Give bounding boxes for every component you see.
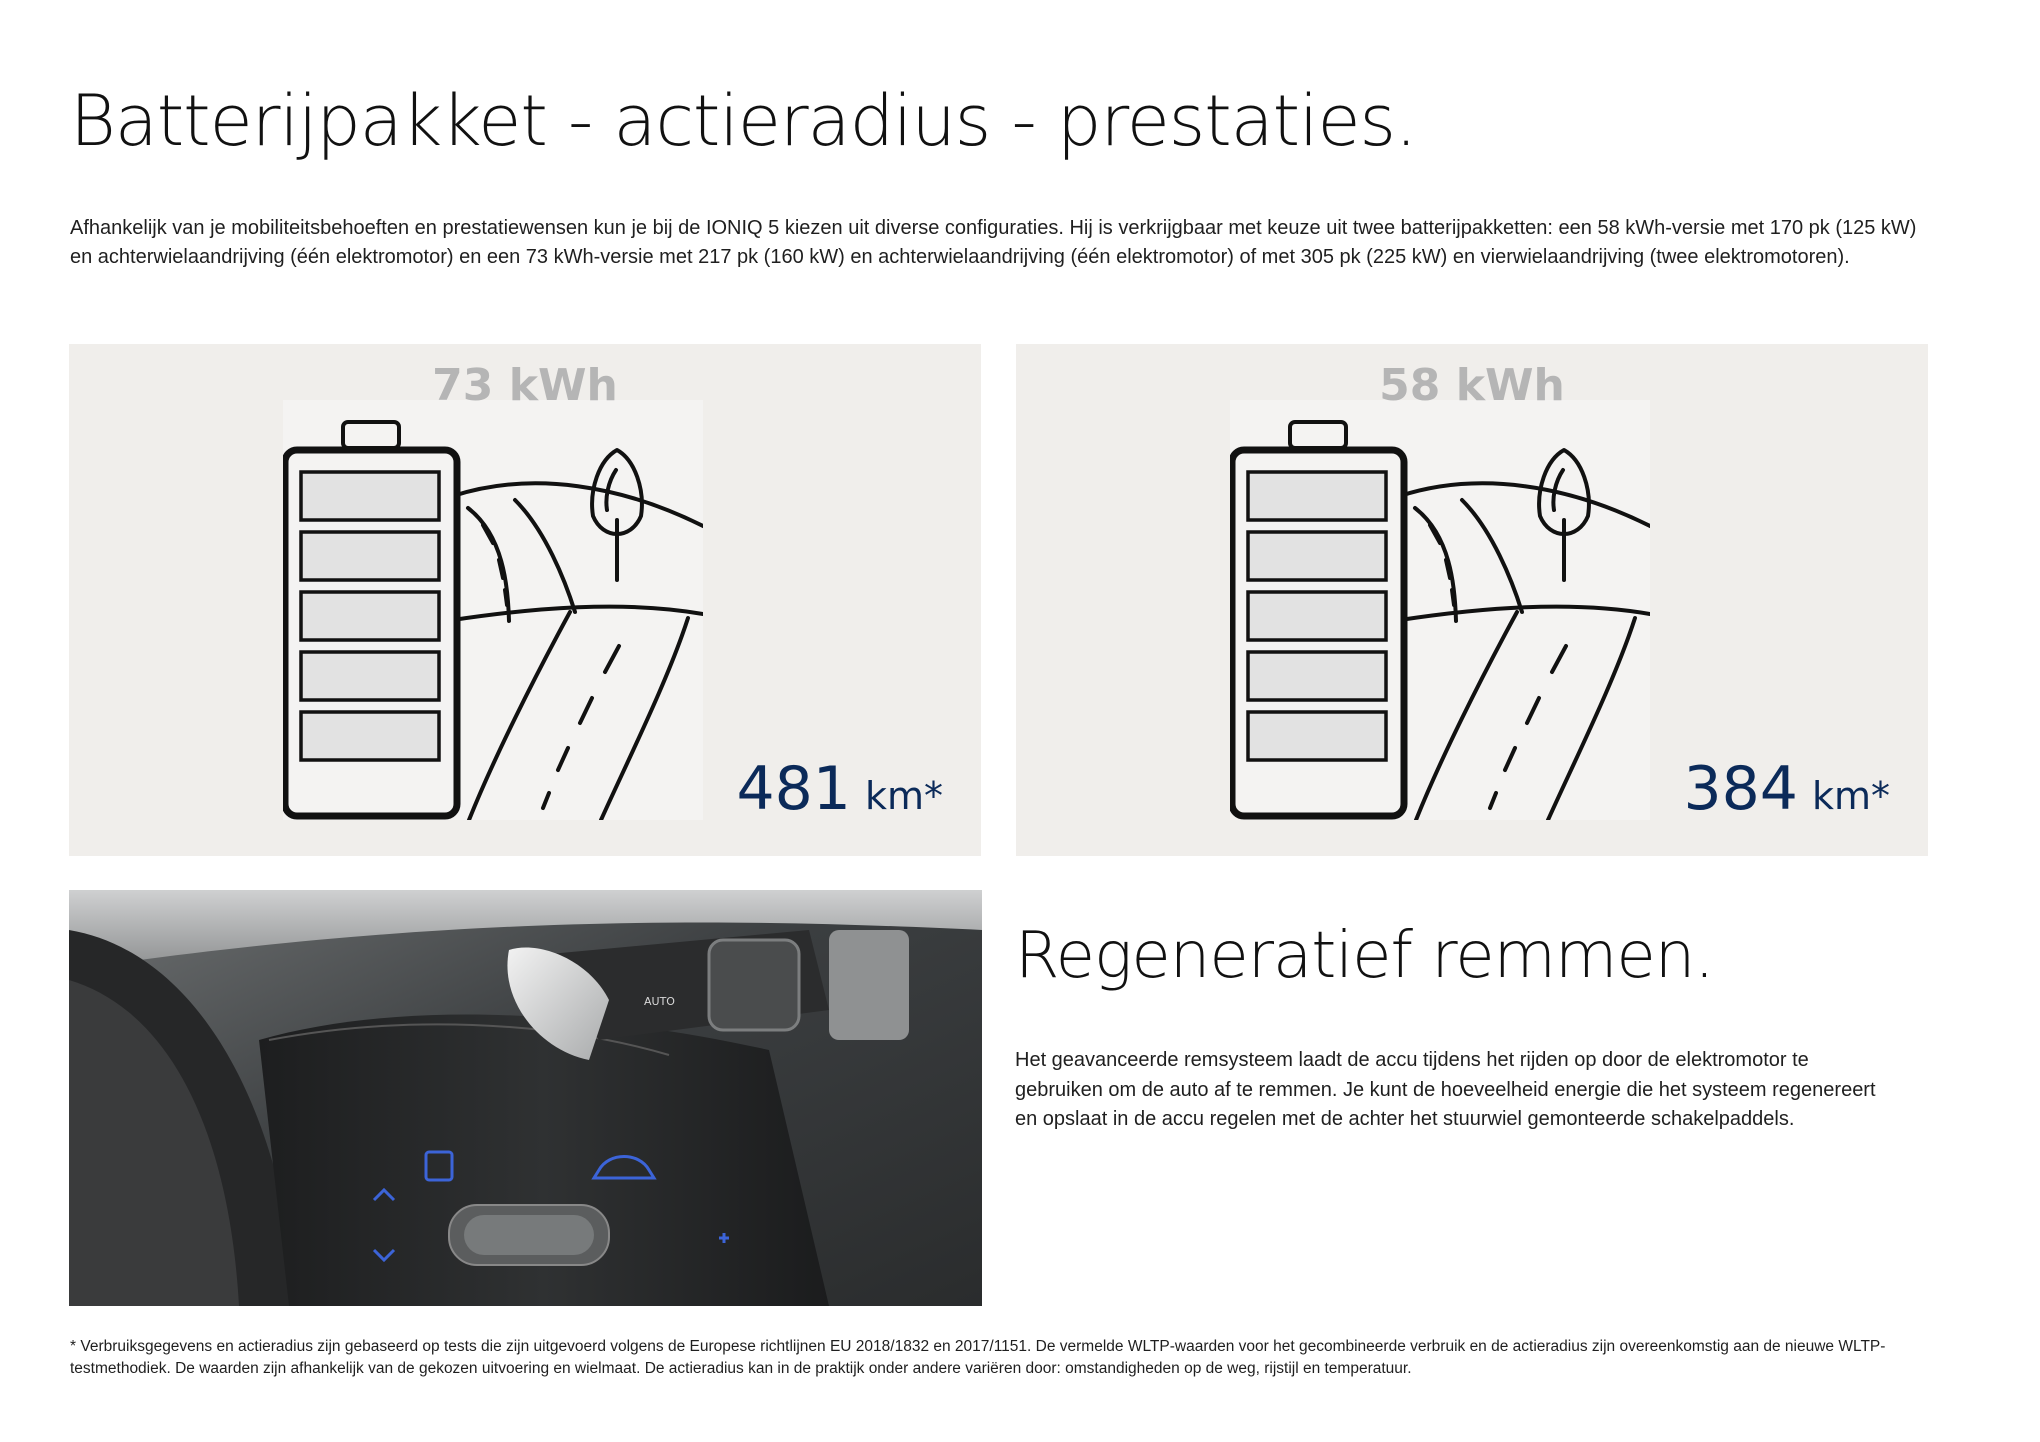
range-number: 481	[736, 754, 851, 824]
battery-road-illustration	[283, 400, 703, 820]
range-unit: km*	[864, 774, 943, 818]
range-number: 384	[1683, 754, 1798, 824]
intro-paragraph: Afhankelijk van je mobiliteitsbehoeften en prestatiewensen kun je bij de IONIQ 5 kiezen uit diverse configuraties. Hij is verkrijgbaar met keuze uit twee batterijpakketten: een 58 kWh-versie met 170 pk (125 kW) en achterwielaandrijving (één elektromotor) en een 73 kWh-versie met 217 pk (160 kW) en achterwielaandrijving (één elektromotor) of met 305 pk (225 kW) en vierwielaandrijving (twee elektromotoren).	[70, 217, 1917, 268]
range-value	[736, 754, 943, 824]
steering-wheel-image	[69, 890, 982, 1306]
battery-capacity-label: 73 kWh	[432, 360, 618, 411]
paddle-auto-label: AUTO	[644, 995, 675, 1008]
battery-road-icon	[283, 400, 703, 820]
battery-card-58kwh	[1016, 344, 1928, 856]
battery-road-illustration	[1230, 400, 1650, 820]
battery-road-icon	[1230, 400, 1650, 820]
battery-card-73kwh	[69, 344, 981, 856]
battery-capacity-label: 58 kWh	[1379, 360, 1565, 411]
section-title-regen: Regeneratief remmen.	[1015, 919, 1714, 993]
steering-wheel-paddle-photo	[69, 890, 982, 1306]
range-value	[1683, 754, 1890, 824]
page-title: Batterijpakket - actieradius - prestaties.	[70, 80, 1417, 162]
footnote: * Verbruiksgegevens en actieradius zijn gebaseerd op tests die zijn uitgevoerd volgens de Europese richtlijnen EU 2018/1832 en 2017/1151. De vermelde WLTP-waarden voor het gecombineerde verbruik en de actieradius zijn overeenkomstig aan de nieuwe WLTP-testmethodiek. De waarden zijn afhankelijk van de gekozen uitvoering en wielmaat. De actieradius kan in de praktijk onder andere variëren door: omstandigheden op de weg, rijstijl en temperatuur.	[70, 1338, 1886, 1377]
regen-paragraph: Het geavanceerde remsysteem laadt de accu tijdens het rijden op door de elektromotor te gebruiken om de auto af te remmen. Je kunt de hoeveelheid energie die het systeem regenereert en opslaat in de accu regelen met de achter het stuurwiel gemonteerde schakelpaddels.	[1015, 1049, 1876, 1130]
range-unit: km*	[1811, 774, 1890, 818]
